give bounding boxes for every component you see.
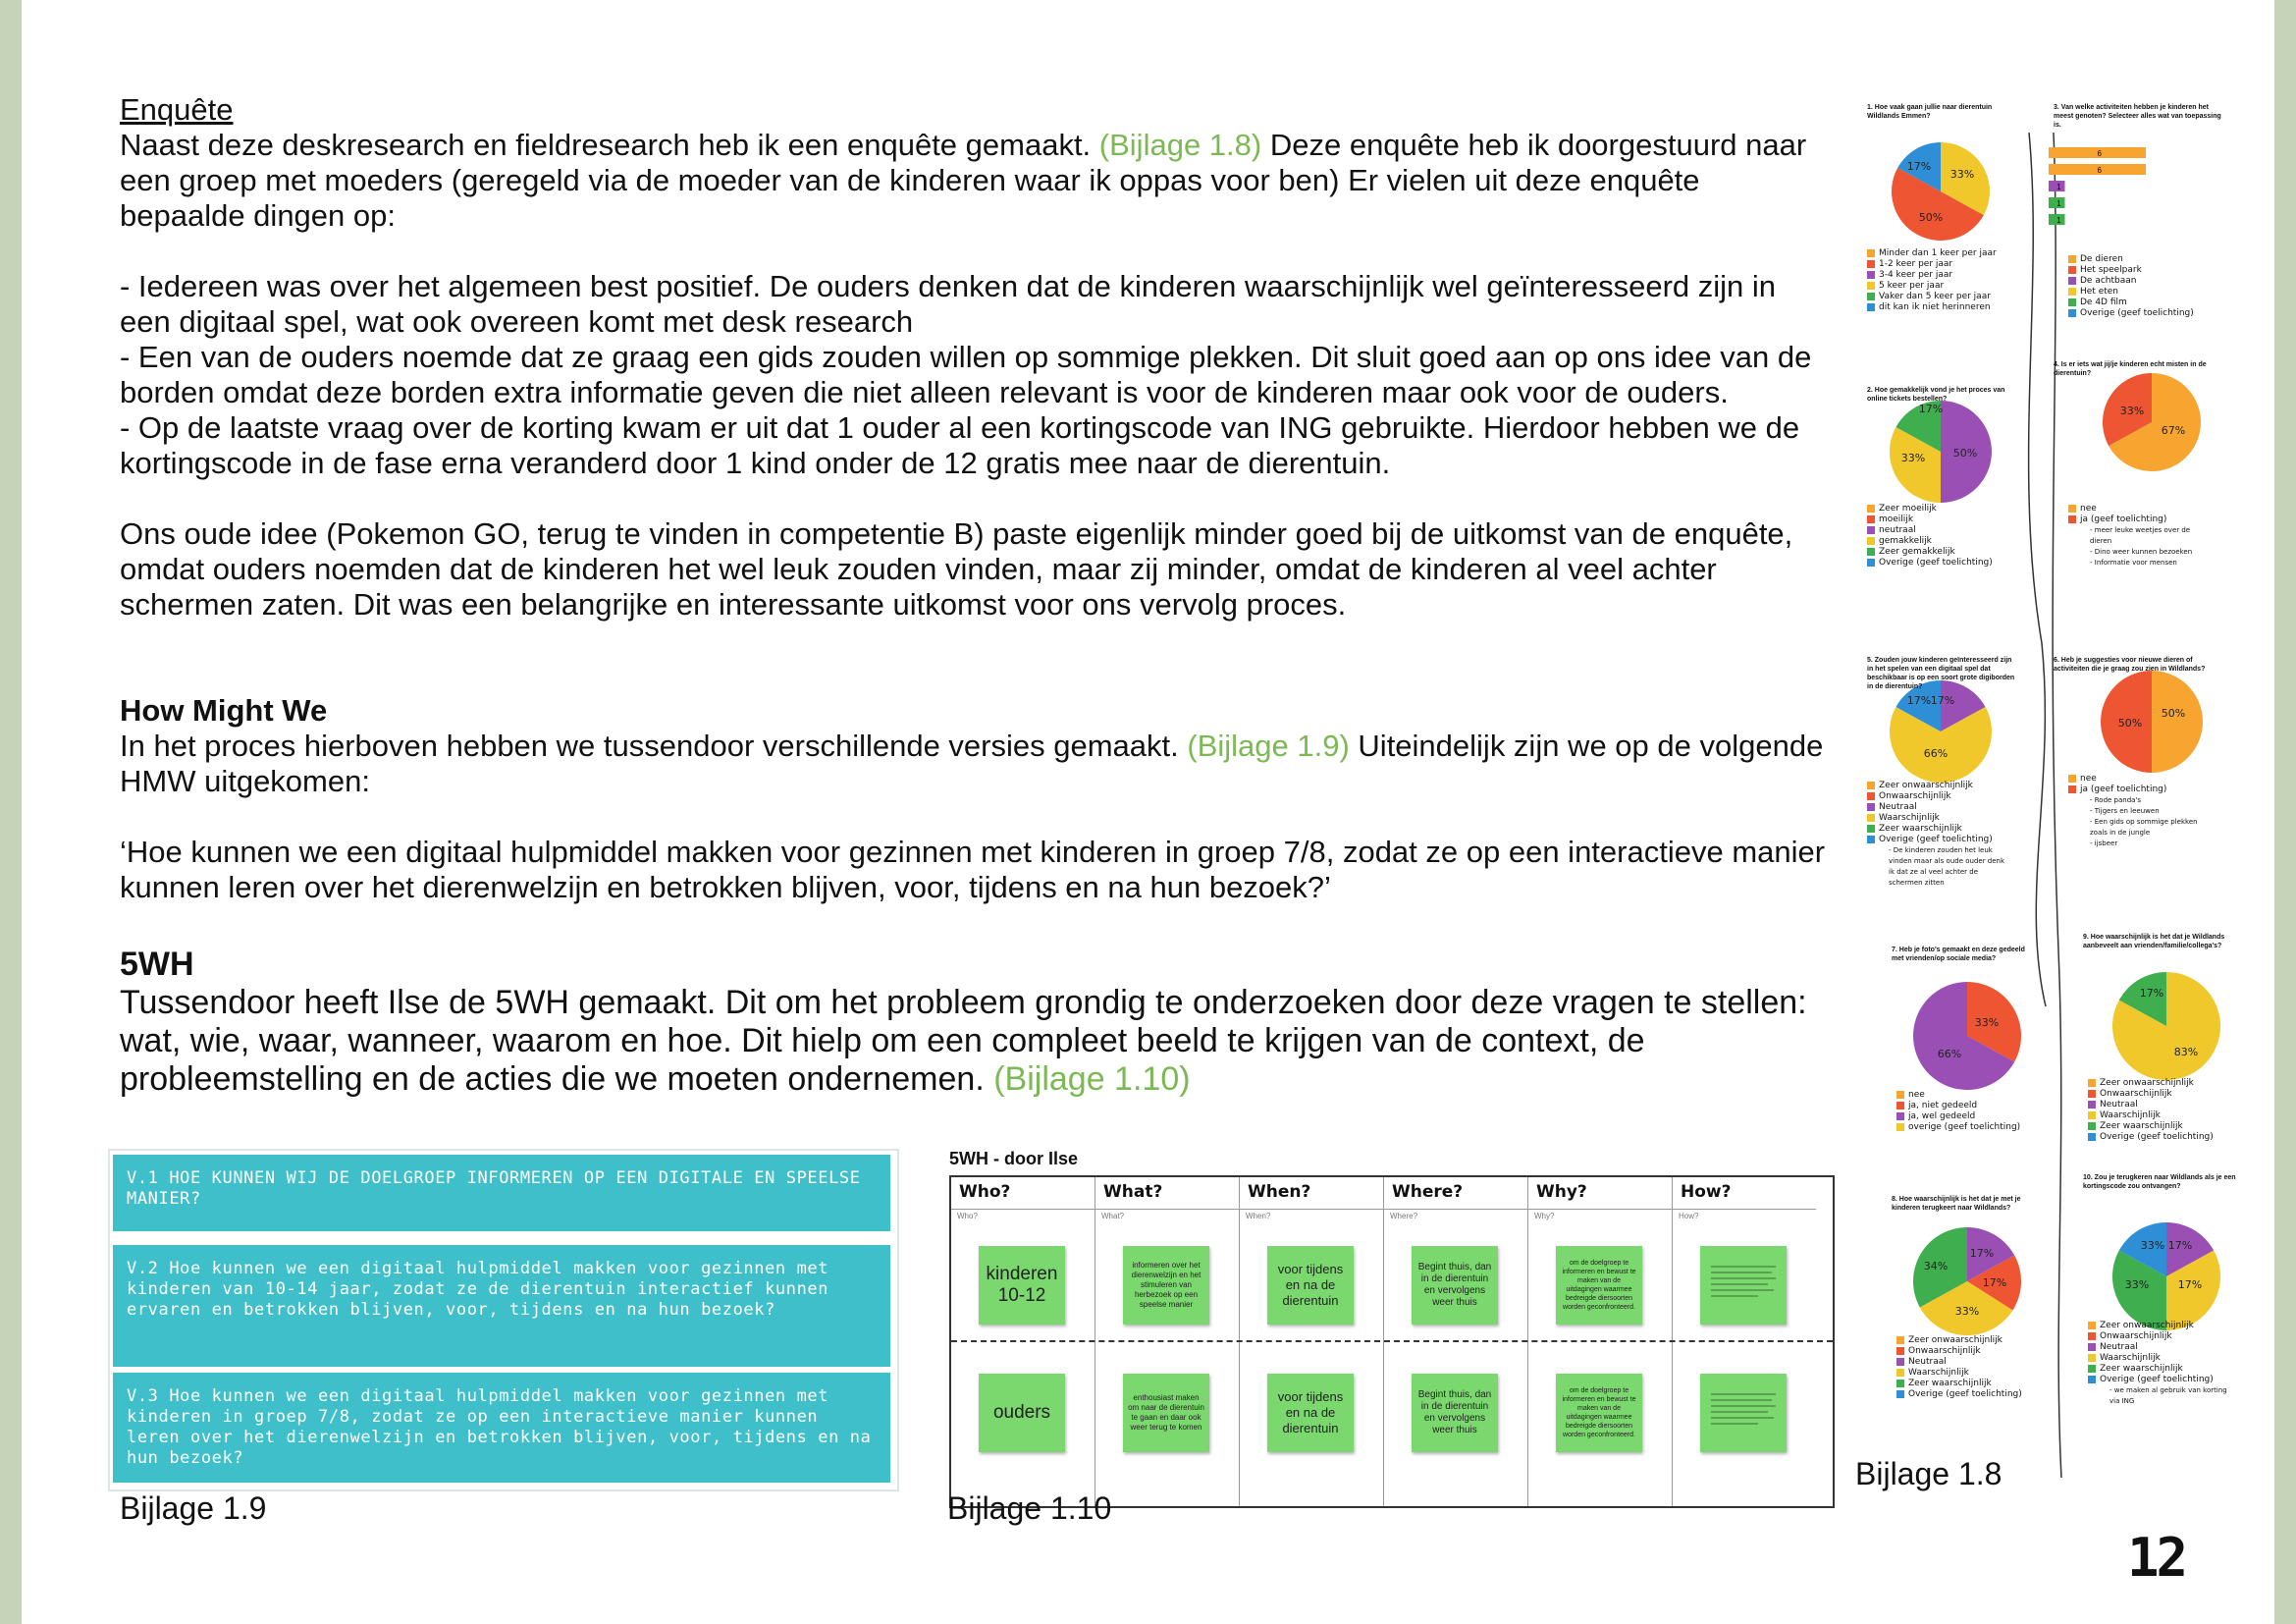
legend-label: Neutraal — [2100, 1342, 2138, 1352]
hmw-intro-text: In het proces hierboven hebben we tussendoor verschillende versies gemaakt. — [120, 729, 1179, 763]
legend-swatch — [1867, 559, 1875, 567]
sticky-note: ouders — [979, 1374, 1065, 1452]
q8-pie-label: 34% — [1923, 1260, 1949, 1272]
legend-note: - Dino weer kunnen bezoeken — [2090, 548, 2193, 556]
legend-label: Zeer onwaarschijnlijk — [1879, 781, 1973, 790]
q5-pie-label: 17% — [1906, 694, 1932, 707]
legend-label: ja (geef toelichting) — [2080, 514, 2167, 524]
legend-swatch — [1867, 515, 1875, 523]
enquete-intro — [120, 128, 1828, 234]
q1-pie-label: 50% — [1918, 211, 1944, 224]
legend-item — [2068, 298, 2194, 308]
legend-swatch — [1867, 548, 1875, 556]
q2-pie-label: 50% — [1952, 447, 1978, 460]
board-divider — [951, 1340, 1833, 1342]
legend-label: 1-2 keer per jaar — [1879, 259, 1953, 269]
legend-swatch — [2068, 515, 2076, 523]
legend-swatch — [1896, 1112, 1904, 1120]
enquete-bullet-1: - Iedereen was over het algemeen best positief. De ouders denken dat de kinderen waarschijnlijk wel geïnteresseerd zijn in een digitaal spel, wat ook overeen komt met desk research — [120, 269, 1777, 339]
legend-swatch — [2088, 1079, 2096, 1087]
q9-pie-label: 17% — [2139, 987, 2164, 1000]
legend-label: Zeer moeilijk — [1879, 504, 1937, 514]
legend-swatch — [1896, 1102, 1904, 1110]
divider-line-vertical — [2029, 133, 2046, 1006]
legend-item — [1867, 536, 1993, 547]
legend-item — [2088, 1089, 2214, 1100]
legend-swatch — [2088, 1343, 2096, 1351]
legend-item — [2068, 276, 2194, 287]
legend-item — [1896, 1111, 2020, 1122]
survey-q9: 9. Hoe waarschijnlijk is het dat je Wildlands aanbeveelt aan vrienden/familie/collega's? — [2083, 934, 2225, 949]
fivewh-board — [949, 1175, 1835, 1508]
legend-swatch — [2068, 785, 2076, 793]
enquete-bullet-3: - Op de laatste vraag over de korting kwam er uit dat 1 ouder al een kortingscode van ING gebruikte. Hierdoor hebben we de kortingscode in de fase erna veranderd door 1 kind onder de 12 gratis mee naar de dierentuin. — [120, 410, 1800, 480]
legend-swatch — [1867, 803, 1875, 811]
legend-label: De dieren — [2080, 254, 2123, 264]
q2-pie-label: 33% — [1900, 452, 1926, 464]
q4-pie-label: 33% — [2119, 405, 2145, 417]
legend-swatch — [2088, 1354, 2096, 1362]
fivewh-text — [120, 984, 1828, 1099]
legend-label: ja, wel gedeeld — [1908, 1111, 1976, 1121]
sticky-scribble — [1709, 1388, 1778, 1437]
legend-swatch — [1867, 836, 1875, 843]
q8-pie-label: 17% — [1982, 1276, 2007, 1289]
q10-pie-label: 33% — [2140, 1239, 2165, 1252]
legend-swatch — [1896, 1123, 1904, 1131]
legend-swatch — [1896, 1390, 1904, 1398]
fivewh-text-body: Tussendoor heeft Ilse de 5WH gemaakt. Dit om het probleem grondig te onderzoeken door deze vragen te stellen: wat, wie, waar, wanneer, waarom en hoe. Dit hielp om een compleet beeld te krijgen van de context, de probleemstelling en de acties die we moeten ondernemen. — [120, 984, 1807, 1098]
legend-swatch — [2088, 1122, 2096, 1130]
legend-item — [1867, 781, 2006, 791]
legend-label: Overige (geef toelichting) — [2080, 308, 2194, 318]
legend-swatch — [1867, 526, 1875, 534]
legend-label: ja (geef toelichting) — [2080, 785, 2167, 794]
legend-swatch — [1867, 271, 1875, 279]
fivewh-board-title: 5WH - door Ilse — [949, 1149, 1079, 1168]
survey-q2-legend — [1867, 504, 1993, 568]
legend-item — [1867, 514, 1993, 525]
legend-swatch — [1867, 293, 1875, 300]
legend-label: ja, niet gedeeld — [1908, 1101, 1978, 1110]
legend-item — [2088, 1078, 2214, 1089]
legend-item — [2088, 1132, 2214, 1143]
legend-label: nee — [1908, 1090, 1925, 1100]
legend-label: Waarschijnlijk — [1908, 1368, 1969, 1378]
enquete-section — [120, 92, 1828, 623]
legend-label: 3-4 keer per jaar — [1879, 270, 1953, 280]
bijlage-1-8-caption: Bijlage 1.8 — [1855, 1456, 2002, 1491]
enquete-intro-text: Naast deze deskresearch en fieldresearch heb ik een enquête gemaakt. — [120, 128, 1092, 162]
divider-line-vertical — [2053, 133, 2061, 1478]
enquete-bullet-2: - Een van de ouders noemde dat ze graag een gids zouden willen op sommige plekken. Dit sluit goed aan op ons idee van de borden omdat deze borden extra informatie geven die niet alleen relevant is voor de kinderen maar ook voor de ouders. — [120, 340, 1812, 409]
legend-swatch — [1896, 1369, 1904, 1377]
legend-swatch — [1896, 1347, 1904, 1355]
legend-note: - Tijgers en leeuwen — [2090, 807, 2160, 815]
legend-swatch — [1867, 282, 1875, 290]
legend-swatch — [2088, 1133, 2096, 1141]
q5-pie-label: 17% — [1930, 694, 1955, 707]
q4-pie-label: 67% — [2161, 424, 2186, 437]
survey-q4-legend — [2068, 504, 2208, 568]
bijlage-1-10-ref: (Bijlage 1.10) — [993, 1060, 1191, 1098]
sticky-note: informeren over het dierenwelzijn en het stimuleren van herbezoek op een speelse manier — [1123, 1246, 1209, 1325]
col-question: What? — [1101, 1212, 1125, 1220]
survey-q7-legend — [1896, 1090, 2020, 1133]
legend-label: Neutraal — [2100, 1100, 2138, 1110]
legend-swatch — [2068, 277, 2076, 285]
legend-item — [1896, 1090, 2020, 1101]
legend-item — [1867, 504, 1993, 514]
legend-swatch — [2088, 1332, 2096, 1340]
survey-q1-legend — [1867, 248, 1997, 313]
survey-q3: 3. Van welke activiteiten hebben je kinderen het meest genoten? Selecteer alles wat van toepassing is. — [2054, 104, 2221, 129]
sticky-note: om de doelgroep te informeren en bewust te maken van de uitdagingen waarmee bedreigde diersoorten worden geconfronteerd. — [1556, 1374, 1642, 1452]
q8-pie-label: 17% — [1969, 1247, 1995, 1260]
legend-swatch — [2088, 1365, 2096, 1373]
legend-label: dit kan ik niet herinneren — [1879, 302, 1991, 312]
q5-pie-label: 66% — [1923, 747, 1949, 760]
enquete-heading: Enquête — [120, 92, 234, 127]
legend-item — [1867, 292, 1997, 302]
legend-swatch — [1867, 825, 1875, 833]
legend-label: neutraal — [1879, 525, 1916, 535]
survey-q7: 7. Heb je foto's gemaakt en deze gedeeld met vrienden/op sociale media? — [1892, 947, 2025, 962]
legend-label: Waarschijnlijk — [1879, 813, 1940, 823]
survey-q6-legend — [2068, 774, 2208, 849]
legend-label: Onwaarschijnlijk — [1879, 791, 1951, 801]
sticky-note: kinderen 10-12 — [979, 1246, 1065, 1325]
legend-swatch — [1896, 1380, 1904, 1387]
legend-swatch — [1896, 1358, 1904, 1366]
legend-item — [1896, 1379, 2022, 1389]
legend-label: Neutraal — [1879, 802, 1917, 812]
col-question: Where? — [1390, 1212, 1418, 1220]
sticky-note: voor tijdens en na de dierentuin — [1267, 1374, 1354, 1452]
legend-swatch — [2068, 255, 2076, 263]
legend-item — [1867, 281, 1997, 292]
legend-item — [1867, 248, 1997, 259]
legend-label: Waarschijnlijk — [2100, 1110, 2161, 1120]
legend-swatch — [2068, 505, 2076, 513]
legend-swatch — [1867, 505, 1875, 513]
q2-pie-label: 17% — [1918, 403, 1944, 415]
legend-item — [1867, 813, 2006, 824]
survey-q9-legend — [2088, 1078, 2214, 1143]
legend-label: Overige (geef toelichting) — [2100, 1132, 2214, 1142]
survey-q4: 4. Is er iets wat jij/je kinderen echt misten in de dierentuin? — [2054, 361, 2207, 377]
legend-label: Het eten — [2080, 287, 2119, 297]
legend-item — [1896, 1335, 2022, 1346]
legend-swatch — [1867, 260, 1875, 268]
col-question: Who? — [957, 1212, 978, 1220]
legend-swatch — [2068, 309, 2076, 317]
legend-item — [2068, 254, 2194, 265]
legend-item — [1896, 1368, 2022, 1379]
legend-note: - De kinderen zouden het leuk vinden maar als oude ouder denk ik dat ze al veel achter de schermen zitten — [1889, 846, 2005, 887]
legend-item — [2068, 265, 2194, 276]
q9-pie-label: 83% — [2173, 1046, 2199, 1058]
q10-pie-label: 17% — [2167, 1239, 2193, 1252]
legend-swatch — [1867, 782, 1875, 789]
legend-label: Het speelpark — [2080, 265, 2142, 275]
legend-item — [2088, 1110, 2214, 1121]
hmw-heading: How Might We — [120, 693, 328, 728]
legend-item — [2068, 514, 2208, 525]
legend-label: Zeer waarschijnlijk — [1908, 1379, 1992, 1388]
legend-label: Waarschijnlijk — [2100, 1353, 2161, 1363]
legend-label: Overige (geef toelichting) — [1879, 558, 1993, 568]
legend-swatch — [2068, 288, 2076, 296]
hmw-version-3: V.3 Hoe kunnen we een digitaal hulpmiddel makken voor gezinnen met kinderen in groep 7/8, zodat ze op een interactieve manier kunnen leren over het dierenwelzijn en betrokken blijven, voor, tijdens en na hun bezoek? — [113, 1373, 890, 1483]
survey-q10: 10. Zou je terugkeren naar Wildlands als je een kortingscode zou ontvangen? — [2083, 1174, 2236, 1190]
legend-item — [1896, 1346, 2022, 1357]
legend-label: Zeer onwaarschijnlijk — [2100, 1078, 2194, 1088]
survey-q2: 2. Hoe gemakkelijk vond je het proces van online tickets bestellen? — [1867, 387, 2005, 403]
legend-label: Onwaarschijnlijk — [2100, 1331, 2172, 1341]
legend-note: - ijsbeer — [2090, 839, 2118, 847]
legend-swatch — [1896, 1336, 1904, 1344]
legend-item — [1867, 270, 1997, 281]
legend-swatch — [2068, 266, 2076, 274]
col-head: What? — [1095, 1177, 1239, 1210]
legend-item — [1867, 525, 1993, 536]
legend-label: Onwaarschijnlijk — [2100, 1089, 2172, 1099]
legend-item — [1867, 547, 1993, 558]
page-number: 12 — [2127, 1527, 2186, 1589]
sticky-scribble — [1709, 1261, 1778, 1310]
legend-item — [2088, 1321, 2227, 1331]
legend-note: - Een gids op sommige plekken zoals in de jungle — [2090, 818, 2198, 837]
legend-item — [2088, 1100, 2214, 1110]
survey-q6: 6. Heb je suggesties voor nieuwe dieren of activiteiten die je graag zou zien in Wildlands? — [2054, 657, 2206, 673]
col-head: Who? — [951, 1177, 1095, 1210]
survey-results-image — [1847, 93, 2269, 1488]
legend-note: - Informatie voor mensen — [2090, 559, 2177, 567]
q10-pie-label: 33% — [2124, 1278, 2150, 1291]
legend-item — [1867, 791, 2006, 802]
bijlage-1-9-ref: (Bijlage 1.9) — [1187, 729, 1350, 763]
legend-label: Vaker dan 5 keer per jaar — [1879, 292, 1991, 301]
legend-item — [2068, 774, 2208, 785]
legend-label: Zeer gemakkelijk — [1879, 547, 1955, 557]
legend-label: Zeer waarschijnlijk — [2100, 1121, 2183, 1131]
q6-pie-slice — [2152, 671, 2203, 773]
legend-item — [1896, 1357, 2022, 1368]
sticky-note: voor tijdens en na de dierentuin — [1267, 1246, 1354, 1325]
col-question: How? — [1679, 1212, 1699, 1220]
survey-q10-legend — [2088, 1321, 2227, 1407]
legend-swatch — [2068, 775, 2076, 783]
legend-swatch — [2068, 298, 2076, 306]
hmw-version-2: V.2 Hoe kunnen we een digitaal hulpmiddel makken voor gezinnen met kinderen van 10-14 jaar, zodat ze de dierentuin interactief kunnen ervaren en betrokken blijven, voor, tijdens en na hun bezoek? — [113, 1245, 890, 1367]
fivewh-section — [120, 946, 1828, 1099]
q3-bar-label: 1 — [2056, 216, 2061, 225]
q7-pie-label: 66% — [1937, 1048, 1962, 1060]
legend-label: gemakkelijk — [1879, 536, 1932, 546]
survey-q5: 5. Zouden jouw kinderen geïnteresseerd zijn in het spelen van een digitaal spel dat beschikbaar is op een soort grote digiborden in de dierentuin? — [1867, 657, 2015, 690]
legend-note: - we maken al gebruik van korting via ING — [2109, 1386, 2227, 1405]
legend-swatch — [2088, 1101, 2096, 1109]
fivewh-heading: 5WH — [120, 946, 194, 983]
legend-label: nee — [2080, 504, 2097, 514]
q7-pie-label: 33% — [1974, 1016, 2000, 1029]
legend-label: Zeer waarschijnlijk — [2100, 1364, 2183, 1374]
bijlage-1-9-caption: Bijlage 1.9 — [120, 1490, 267, 1526]
survey-q8: 8. Hoe waarschijnlijk is het dat je met je kinderen terugkeert naar Wildlands? — [1892, 1196, 2021, 1212]
legend-label: moeilijk — [1879, 514, 1914, 524]
legend-item — [1896, 1389, 2022, 1400]
legend-swatch — [2088, 1322, 2096, 1329]
legend-swatch — [1867, 303, 1875, 311]
legend-item — [1867, 259, 1997, 270]
survey-q8-legend — [1896, 1335, 2022, 1400]
legend-note: - meer leuke weetjes over de dieren — [2090, 526, 2191, 545]
survey-q1: 1. Hoe vaak gaan jullie naar dierentuin Wildlands Emmen? — [1867, 104, 1993, 120]
page — [22, 0, 2274, 1624]
sticky-note: Begint thuis, dan in de dierentuin en vervolgens weer thuis — [1412, 1246, 1498, 1325]
legend-item — [2088, 1331, 2227, 1342]
col-head: How? — [1673, 1177, 1816, 1210]
legend-label: Zeer onwaarschijnlijk — [1908, 1335, 2002, 1345]
legend-swatch — [2088, 1111, 2096, 1119]
legend-item — [2068, 504, 2208, 514]
legend-item — [2088, 1121, 2214, 1132]
legend-label: overige (geef toelichting) — [1908, 1122, 2021, 1132]
legend-item — [2068, 785, 2208, 795]
legend-label: Zeer waarschijnlijk — [1879, 824, 1962, 834]
legend-swatch — [1867, 814, 1875, 822]
legend-item — [1867, 558, 1993, 568]
legend-item — [1867, 802, 2006, 813]
legend-label: Minder dan 1 keer per jaar — [1879, 248, 1997, 258]
bijlage-1-8-ref: (Bijlage 1.8) — [1098, 128, 1262, 162]
legend-item — [1867, 302, 1997, 313]
legend-swatch — [1867, 537, 1875, 545]
legend-item — [2068, 287, 2194, 298]
legend-item — [2068, 308, 2194, 319]
q3-bar-label: 6 — [2097, 166, 2102, 175]
hmw-section — [120, 693, 1828, 905]
legend-note: - Rode panda's — [2090, 796, 2142, 804]
q6-pie-label: 50% — [2117, 717, 2143, 730]
legend-swatch — [1867, 792, 1875, 800]
hmw-version-1: V.1 HOE KUNNEN WIJ DE DOELGROEP INFORMEREN OP EEN DIGITALE EN SPEELSE MANIER? — [113, 1155, 890, 1231]
q10-pie-label: 17% — [2177, 1278, 2203, 1291]
legend-label: Zeer onwaarschijnlijk — [2100, 1321, 2194, 1330]
q3-bar-label: 1 — [2056, 183, 2061, 191]
fivewh-board-image — [949, 1149, 1833, 1504]
legend-swatch — [1867, 249, 1875, 257]
legend-label: Overige (geef toelichting) — [2100, 1375, 2214, 1384]
legend-label: De 4D film — [2080, 298, 2127, 307]
legend-label: 5 keer per jaar — [1879, 281, 1945, 291]
legend-item — [2088, 1375, 2227, 1385]
enquete-intro-text-2: Deze enquête heb ik doorgestuurd naar een groep met moeders (geregeld via de moeder van de kinderen waar ik oppas voor ben) Er vielen uit deze enquête bepaalde dingen op: — [120, 128, 1807, 233]
hmw-intro-text-2: Uiteindelijk zijn we op de volgende HMW uitgekomen: — [120, 729, 1824, 798]
col-question: When? — [1246, 1212, 1271, 1220]
legend-label: Neutraal — [1908, 1357, 1947, 1367]
q1-pie-label: 33% — [1949, 168, 1975, 181]
q6-pie-label: 50% — [2161, 707, 2186, 720]
legend-item — [1896, 1101, 2020, 1111]
col-head: Why? — [1528, 1177, 1672, 1210]
survey-q3-legend — [2068, 254, 2194, 319]
q3-bar-label: 6 — [2097, 149, 2102, 158]
q8-pie-label: 33% — [1954, 1305, 1980, 1318]
hmw-quote: ‘Hoe kunnen we een digitaal hulpmiddel makken voor gezinnen met kinderen in groep 7/8, zodat ze op een interactieve manier kunnen leren over het dierenwelzijn en betrokken blijven, voor, tijdens en na hun bezoek?’ — [120, 835, 1826, 904]
legend-label: Overige (geef toelichting) — [1908, 1389, 2022, 1399]
legend-label: De achtbaan — [2080, 276, 2137, 286]
legend-label: nee — [2080, 774, 2097, 784]
legend-item — [2088, 1353, 2227, 1364]
legend-label: Overige (geef toelichting) — [1879, 835, 1993, 844]
legend-item — [1867, 835, 2006, 845]
q1-pie-label: 17% — [1906, 160, 1932, 173]
legend-swatch — [2088, 1376, 2096, 1383]
q3-bar-label: 1 — [2056, 199, 2061, 208]
sticky-note: enthousiast maken om naar de dierentuin te gaan en daar ook weer terug te komen — [1123, 1374, 1209, 1452]
sticky-note — [1700, 1246, 1787, 1325]
legend-swatch — [2088, 1090, 2096, 1098]
legend-item — [1867, 824, 2006, 835]
sticky-note: om de doelgroep te informeren en bewust te maken van de uitdagingen waarmee bedreigde diersoorten worden geconfronteerd. — [1556, 1246, 1642, 1325]
col-head: Where? — [1384, 1177, 1527, 1210]
bijlage-1-10-caption: Bijlage 1.10 — [947, 1490, 1112, 1526]
col-head: When? — [1240, 1177, 1383, 1210]
legend-label: Onwaarschijnlijk — [1908, 1346, 1981, 1356]
survey-q5-legend — [1867, 781, 2006, 889]
sticky-note — [1700, 1374, 1787, 1452]
hmw-intro — [120, 729, 1828, 799]
legend-item — [1896, 1122, 2020, 1133]
sticky-note: Begint thuis, dan in de dierentuin en vervolgens weer thuis — [1412, 1374, 1498, 1452]
legend-swatch — [1896, 1091, 1904, 1099]
enquete-conclusion: Ons oude idee (Pokemon GO, terug te vinden in competentie B) paste eigenlijk minder goed bij de uitkomst van de enquête, omdat ouders noemden dat de kinderen het wel leuk zouden vinden, maar zij minder, omdat de kinderen al veel achter schermen zaten. Dit was een belangrijke en interessante uitkomst voor ons vervolg proces. — [120, 516, 1793, 622]
legend-item — [2088, 1364, 2227, 1375]
col-question: Why? — [1534, 1212, 1555, 1220]
legend-item — [2088, 1342, 2227, 1353]
